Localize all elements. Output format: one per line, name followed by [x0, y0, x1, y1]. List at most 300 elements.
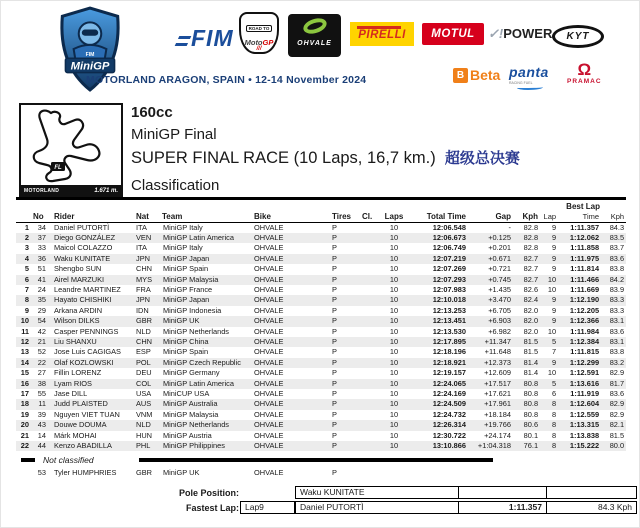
pramac-omega-icon: Ω	[577, 60, 592, 79]
cell-bestlap-time: 1:12.299	[569, 357, 600, 367]
cell-kph: 82.8	[523, 232, 539, 242]
cell-rider-name: Waku KUNITATE	[54, 253, 111, 263]
not-classified-divider	[16, 451, 626, 468]
cell-nationality: GBR	[136, 468, 153, 478]
cell-gap: +12.373	[484, 357, 511, 367]
cell-bestlap-lap: 5	[551, 336, 557, 346]
cell-cl	[360, 222, 380, 233]
cell-bestlap-time	[558, 468, 601, 478]
cell-total-time: 12:18.196	[432, 347, 466, 357]
table-row	[16, 379, 626, 389]
cell-rider-name: Olaf KOZLOWSKI	[54, 357, 114, 367]
cell-bike: OHVALE	[254, 243, 284, 253]
classification-table	[16, 201, 626, 479]
cell-bestlap-time: 1:12.190	[569, 295, 600, 305]
cell-cl	[360, 306, 380, 316]
cell-bestlap-time: 1:11.975	[570, 253, 600, 263]
cell-laps: 10	[389, 295, 399, 305]
cell-bike: OHVALE	[254, 420, 284, 430]
classified-rows	[16, 222, 626, 451]
cell-kph: 82.0	[523, 326, 539, 336]
cell-total-time: 12:13.253	[432, 305, 466, 315]
cell-tires: P	[332, 305, 337, 315]
finish-line-label: FL	[54, 165, 62, 171]
cell-nationality: AUS	[136, 399, 152, 409]
cell-nationality: CHN	[136, 264, 153, 274]
cell-gap: +18.184	[484, 409, 511, 419]
cell-tires: P	[332, 368, 337, 378]
cell-bike: OHVALE	[254, 347, 284, 357]
minigp-fim-text: FIM	[85, 52, 95, 59]
cell-laps: 10	[389, 316, 399, 326]
table-row	[16, 306, 626, 316]
cell-tires: P	[332, 253, 337, 263]
cell-kph: 82.0	[523, 305, 539, 315]
cell-position: 21	[20, 430, 29, 440]
svg-text:MiniGP: MiniGP	[70, 60, 110, 73]
cell-nationality: IDN	[136, 305, 149, 315]
cell-cl	[360, 420, 380, 430]
ohvale-ring-icon	[301, 16, 328, 37]
fastest-time-box: 1:11.357	[458, 501, 547, 514]
fastest-rider-box: Daniel PUTORTÌ	[295, 501, 459, 514]
cell-bike: OHVALE	[254, 441, 284, 451]
cell-kph: 80.8	[523, 378, 539, 388]
table-row	[16, 222, 626, 233]
cell-rider-name: Arkana ARDIN	[54, 305, 103, 315]
cell-bestlap-lap: 9	[551, 357, 557, 367]
cell-rider-name: Hayato CHISHIKI	[54, 295, 112, 305]
cell-rider-name: Jase DILL	[54, 389, 88, 398]
table-row	[16, 316, 626, 326]
cell-position: 14	[20, 357, 29, 367]
cell-laps: 10	[389, 222, 399, 232]
cell-gap: +3.470	[488, 295, 511, 305]
cell-tires: P	[332, 336, 337, 346]
cell-position: 18	[20, 399, 29, 409]
header-pos	[16, 211, 31, 222]
cell-total-time: 12:10.018	[432, 295, 466, 305]
table-row	[16, 243, 626, 253]
cell-total-time: 12:26.314	[432, 420, 466, 430]
cell-position: 12	[20, 336, 29, 346]
cell-nationality: JPN	[136, 253, 150, 263]
cell-bike: OHVALE	[254, 222, 284, 232]
cell-bike: OHVALE	[254, 399, 284, 409]
track-length: 1.671 m.	[94, 188, 118, 194]
pirelli-bar-icon	[357, 26, 401, 29]
cell-rider-number: 14	[37, 430, 46, 440]
cell-gap: +0.721	[488, 264, 511, 274]
cell-bestlap-lap: 9	[551, 243, 557, 253]
cell-bestlap-lap: 10	[547, 284, 557, 294]
table-row	[16, 285, 626, 295]
cell-team: MiniGP France	[163, 284, 213, 294]
cell-bestlap-lap: 9	[551, 264, 557, 274]
cell-total-time: 12:18.921	[432, 357, 466, 367]
cell-rider-number: 51	[37, 264, 46, 274]
cell-cl	[360, 358, 380, 368]
cell-bike: OHVALE	[254, 253, 284, 263]
cell-rider-number: 35	[37, 295, 46, 305]
cell-tires: P	[332, 430, 337, 440]
cell-gap: -	[508, 222, 511, 232]
cell-position: 17	[20, 389, 29, 398]
cell-rider-number: 55	[37, 389, 46, 398]
cell-bestlap-time: 1:12.591	[569, 368, 600, 378]
panta-swoosh-icon	[517, 85, 543, 90]
cell-total-time: 12:24.169	[432, 389, 466, 398]
cell-rider-name: Lyam RIOS	[54, 378, 92, 388]
cell-tires: P	[332, 264, 337, 274]
cell-bestlap-kph: 83.6	[609, 326, 625, 336]
cell-rider-number: 22	[37, 357, 46, 367]
cell-bestlap-kph: 82.9	[609, 409, 625, 419]
cell-rider-number: 11	[38, 399, 46, 409]
cell-bestlap-time: 1:15.222	[569, 441, 600, 451]
cell-bike: OHVALE	[254, 232, 284, 242]
cell-laps: 10	[389, 368, 399, 378]
cell-team: MiniGP UK	[163, 468, 200, 478]
cell-rider-name: Airel MARZUKI	[54, 274, 105, 284]
cell-tires: P	[332, 326, 337, 336]
cell-bestlap-lap: 8	[551, 399, 557, 409]
cell-tires: P	[332, 295, 337, 305]
cell-laps: 10	[389, 253, 399, 263]
cell-bestlap-kph: 83.7	[609, 243, 625, 253]
cell-bestlap-time: 1:12.604	[569, 399, 600, 409]
table-row	[16, 420, 626, 430]
cell-total-time: 12:24.509	[432, 399, 466, 409]
cell-rider-name: Shengbo SUN	[54, 264, 102, 274]
cell-kph: 81.4	[523, 357, 539, 367]
cell-bike: OHVALE	[254, 468, 284, 478]
cell-bestlap-lap: 9	[551, 232, 557, 242]
cell-position: 7	[24, 284, 29, 294]
cell-bestlap-time: 1:13.315	[569, 420, 600, 430]
cell-bestlap-kph: 82.9	[609, 399, 625, 409]
cell-tires: P	[332, 347, 337, 357]
cell-laps: 10	[389, 264, 399, 274]
cell-cl	[360, 468, 380, 478]
cell-rider-number: 39	[37, 409, 46, 419]
cell-bestlap-lap: 9	[551, 222, 557, 232]
cell-position: 13	[20, 347, 29, 357]
cell-team: MiniGP Czech Republic	[163, 357, 241, 367]
cell-nationality: NLD	[136, 326, 151, 336]
cell-rider-name: Daniel PUTORTÌ	[54, 222, 110, 232]
pole-position-label: Pole Position:	[178, 488, 239, 498]
cell-cl	[360, 399, 380, 409]
cell-bestlap-kph: 83.3	[609, 305, 625, 315]
cell-rider-name: Judd PLAISTED	[54, 399, 108, 409]
cell-position: 19	[20, 409, 29, 419]
cell-rider-name: Jose Luis CAGIGAS	[54, 347, 121, 357]
motul-logo: MOTUL	[422, 23, 484, 45]
cell-nationality: PHL	[136, 441, 151, 451]
power-logo: ✓!POWER	[488, 26, 553, 41]
cell-rider-number: 37	[37, 232, 46, 242]
cell-bike: OHVALE	[254, 409, 284, 419]
cell-team: MiniGP Netherlands	[163, 326, 229, 336]
cell-position: 5	[24, 264, 29, 274]
cell-team: MiniGP Spain	[163, 264, 209, 274]
cell-laps: 10	[389, 347, 399, 357]
fastest-lap-label: Fastest Lap:	[185, 503, 239, 513]
cell-nationality: COL	[136, 378, 152, 388]
cell-bike: OHVALE	[254, 368, 284, 378]
cell-team: MiniGP Latin America	[163, 378, 234, 388]
cell-rider-number: 36	[37, 253, 46, 263]
cell-cl	[360, 316, 380, 326]
cell-bestlap-lap: 10	[547, 274, 557, 284]
cell-tires: P	[332, 468, 337, 478]
cell-bestlap-kph: 83.8	[609, 264, 625, 274]
cell-bestlap-kph: 83.1	[609, 316, 625, 326]
cell-kph: 82.7	[523, 274, 539, 284]
cell-tires: P	[332, 222, 337, 232]
cell-rider-number: 24	[37, 284, 46, 294]
cell-position: 11	[21, 326, 29, 336]
cell-gap: +0.671	[488, 253, 511, 263]
table-row	[16, 431, 626, 441]
cell-position: 2	[24, 232, 29, 242]
cell-position: 6	[24, 274, 29, 284]
fim-speedlines-icon	[175, 36, 192, 46]
cell-rider-name: Douwe DOUMA	[54, 420, 107, 430]
header-cl: Cl.	[360, 211, 380, 222]
cell-bestlap-lap	[540, 468, 558, 478]
cell-team: MiniCUP USA	[163, 389, 210, 398]
cell-total-time: 12:06.548	[432, 222, 466, 232]
cell-team: MiniGP Italy	[163, 222, 203, 232]
cell-total-time: 12:24.732	[432, 409, 466, 419]
cell-bestlap-time: 1:11.984	[570, 326, 600, 336]
cell-rider-number: 38	[37, 378, 46, 388]
table-row	[16, 264, 626, 274]
header-bestlap-kph: Kph	[601, 211, 626, 222]
cell-kph: 82.7	[523, 253, 539, 263]
cell-kph: 82.0	[523, 316, 539, 326]
cell-laps: 10	[389, 243, 399, 253]
cell-gap: +17.621	[484, 389, 511, 398]
cell-tires: P	[332, 389, 337, 398]
table-row	[16, 327, 626, 337]
cell-laps: 10	[389, 378, 399, 388]
cell-team: MiniGP Spain	[163, 347, 209, 357]
cell-rider-name: Tyler HUMPHRIES	[54, 468, 117, 478]
cell-bike: OHVALE	[254, 357, 284, 367]
cell-kph: 81.4	[523, 368, 539, 378]
cell-tires: P	[332, 378, 337, 388]
cell-rider-name: Nguyen VIET TUAN	[54, 409, 120, 419]
cell-position: 16	[20, 378, 29, 388]
cell-total-time: 12:06.673	[432, 232, 466, 242]
cell-team: MiniGP China	[163, 336, 209, 346]
cell-bestlap-time: 1:11.669	[570, 284, 600, 294]
cell-total-time: 12:17.895	[432, 336, 466, 346]
cell-team: MiniGP Malaysia	[163, 409, 219, 419]
cell-kph: 82.8	[523, 243, 539, 253]
table-row	[16, 233, 626, 243]
cell-rider-name: Diego GONZÁLEZ	[54, 232, 116, 242]
cell-team: MiniGP Latin America	[163, 232, 234, 242]
cell-bestlap-time: 1:13.838	[569, 430, 600, 440]
cell-gap: +11.347	[484, 336, 511, 346]
cell-rider-name: Fillin LORENZ	[54, 368, 102, 378]
cell-laps: 10	[389, 357, 399, 367]
cell-kph: 80.8	[523, 389, 539, 398]
cell-bestlap-kph: 81.5	[609, 430, 625, 440]
table-row	[16, 358, 626, 368]
cell-cl	[360, 410, 380, 420]
cell-bike: OHVALE	[254, 326, 284, 336]
cell-position: 8	[24, 295, 29, 305]
cell-gap: +0.745	[488, 274, 511, 284]
cell-rider-number: 21	[37, 336, 46, 346]
cell-laps	[380, 468, 408, 478]
cell-bestlap-kph: 83.6	[609, 389, 625, 398]
cell-gap: +19.766	[484, 420, 511, 430]
kyt-logo: KYT	[552, 25, 604, 48]
motogp-stripes-icon: ///	[256, 46, 262, 52]
cell-nationality: CHN	[136, 336, 153, 346]
cell-laps: 10	[389, 409, 399, 419]
cell-cl	[360, 327, 380, 337]
fastest-lap-number-box: Lap9	[240, 501, 295, 514]
cell-rider-name: Casper PENNINGS	[54, 326, 119, 336]
cell-total-time	[408, 468, 468, 478]
header-nat: Nat	[134, 211, 160, 222]
cell-rider-number: 53	[37, 468, 46, 478]
cell-gap: +0.125	[488, 232, 511, 242]
cell-bike: OHVALE	[254, 274, 284, 284]
cell-rider-name: Kenzo ABADILLA	[54, 441, 112, 451]
cell-rider-name: Wilson DILKS	[54, 316, 100, 326]
cell-rider-name: Liu SHANXU	[54, 336, 97, 346]
cell-bestlap-lap: 8	[551, 409, 557, 419]
cell-rider-name: Márk MOHAI	[54, 430, 97, 440]
cell-kph: 82.8	[523, 222, 539, 232]
header-team: Team	[160, 211, 252, 222]
cell-position: 1	[24, 222, 29, 232]
cell-team: MiniGP Austria	[163, 430, 212, 440]
cell-bike: OHVALE	[254, 430, 284, 440]
header-kph: Kph	[513, 211, 540, 222]
cell-bestlap-time: 1:12.559	[569, 409, 600, 419]
cell-nationality: DEU	[136, 368, 152, 378]
not-classified-bar-icon	[21, 458, 35, 462]
cell-bike: OHVALE	[254, 284, 284, 294]
cell-kph: 80.6	[523, 420, 539, 430]
cell-bestlap-kph: 83.1	[609, 336, 625, 346]
cell-tires: P	[332, 243, 337, 253]
cell-cl	[360, 295, 380, 305]
not-classified-rows	[16, 468, 626, 478]
cell-bestlap-lap: 10	[547, 368, 557, 378]
cell-bestlap-time: 1:11.858	[570, 243, 600, 253]
cell-cl	[360, 275, 380, 285]
cell-bestlap-kph: 80.0	[609, 441, 625, 451]
cell-kph: 81.5	[523, 347, 539, 357]
cell-position: 4	[24, 253, 29, 263]
cell-nationality: MYS	[136, 274, 153, 284]
title-divider	[16, 197, 626, 200]
cell-total-time: 12:13.530	[432, 326, 466, 336]
table-row	[16, 254, 626, 264]
cell-total-time: 12:24.065	[432, 378, 466, 388]
table-row	[16, 337, 626, 347]
cell-bestlap-time: 1:12.062	[569, 232, 600, 242]
cell-cl	[360, 441, 380, 451]
cell-tires: P	[332, 274, 337, 284]
table-header	[16, 201, 626, 222]
event-location-date: MOTORLAND ARAGON, SPAIN • 12-14 November 2024	[86, 74, 367, 86]
cell-laps: 10	[389, 284, 399, 294]
cell-bestlap-time: 1:11.357	[570, 222, 600, 232]
category-title: 160cc	[131, 104, 173, 121]
cell-cl	[360, 431, 380, 441]
cell-gap: +17.961	[484, 399, 511, 409]
cell-laps: 10	[389, 420, 399, 430]
track-name: MOTORLAND	[24, 188, 60, 194]
cell-bestlap-lap: 5	[551, 378, 557, 388]
track-info-bar	[21, 185, 121, 197]
cell-bestlap-kph: 83.2	[609, 357, 625, 367]
table-row	[16, 441, 626, 451]
table-row	[16, 468, 626, 478]
cell-bestlap-kph: 84.2	[609, 274, 625, 284]
race-title: SUPER FINAL RACE (10 Laps, 16,7 km.) 超级总决赛	[131, 149, 520, 167]
pole-empty-box-1	[458, 486, 547, 499]
cell-kph	[513, 468, 540, 478]
cell-bestlap-lap: 9	[551, 305, 557, 315]
cell-kph: 80.8	[523, 409, 539, 419]
fastest-kph-box: 84.3 Kph	[546, 501, 637, 514]
cell-nationality: FRA	[136, 284, 151, 294]
cell-team: MiniGP Netherlands	[163, 420, 229, 430]
cell-bestlap-time: 1:11.919	[570, 389, 600, 398]
cell-laps: 10	[389, 305, 399, 315]
cell-bestlap-kph	[601, 468, 626, 478]
cell-laps: 10	[389, 389, 399, 398]
cell-tires: P	[332, 316, 337, 326]
header-gap: Gap	[468, 211, 513, 222]
cell-bike: OHVALE	[254, 305, 284, 315]
cell-tires: P	[332, 409, 337, 419]
cell-bestlap-kph: 82.1	[609, 420, 625, 430]
power-mark-icon: ✓!	[488, 26, 504, 41]
header-laps: Laps	[380, 211, 408, 222]
cell-bestlap-time: 1:11.466	[570, 274, 600, 284]
cell-nationality: ITA	[136, 222, 147, 232]
cell-team: MiniGP Malaysia	[163, 274, 219, 284]
cell-position: 22	[20, 441, 29, 451]
road-to-motogp-logo: ROAD TO MotoGP ///	[239, 12, 279, 54]
cell-rider-number: 52	[37, 347, 46, 357]
header-no: No	[31, 211, 48, 222]
cell-cl	[360, 243, 380, 253]
cell-team: MiniGP Germany	[163, 368, 220, 378]
cell-gap: +11.648	[484, 347, 511, 357]
cell-total-time: 12:07.269	[432, 264, 466, 274]
cell-team: MiniGP Australia	[163, 399, 218, 409]
header-bestlap-lap: Lap	[540, 211, 558, 222]
race-title-chinese: 超级总决赛	[444, 150, 520, 167]
cell-bestlap-time: 1:12.384	[569, 336, 600, 346]
cell-total-time: 12:07.293	[432, 274, 466, 284]
table-row	[16, 275, 626, 285]
